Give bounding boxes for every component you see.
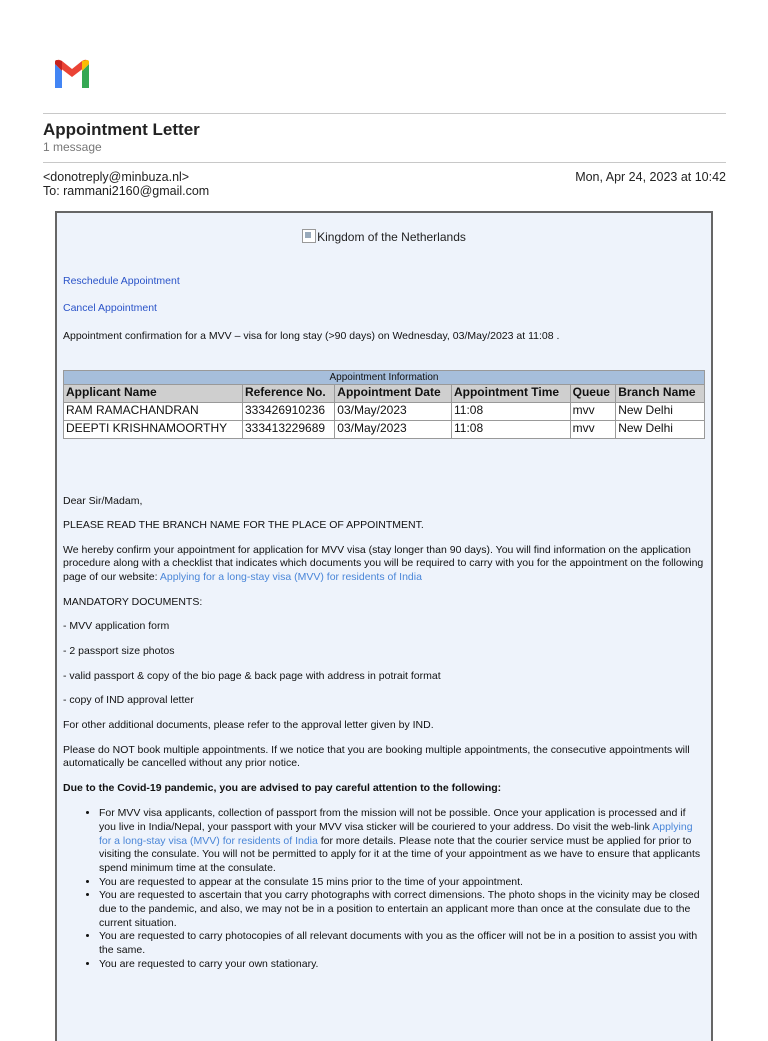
list-item: • You are requested to carry your own stationary. [99, 958, 705, 972]
col-header: Branch Name [616, 384, 705, 402]
top-divider [43, 113, 726, 114]
table-cell: 03/May/2023 [335, 402, 452, 420]
col-header: Applicant Name [64, 384, 243, 402]
document-item: - valid passport & copy of the bio page & back page with address in potrait format [63, 669, 441, 682]
document-item: - copy of IND approval letter [63, 694, 194, 707]
table-cell: New Delhi [616, 402, 705, 420]
message-count: 1 message [43, 140, 102, 154]
website-link[interactable]: Applying for a long-stay visa (MVV) for residents of India [159, 571, 422, 584]
document-item: - MVV application form [63, 620, 170, 633]
col-header: Queue [570, 384, 616, 402]
bullet-text: For MVV visa applicants, collection of passport from the mission will not be possible. Once your application is processed and if you live in India/Nepal, your passport with your MVV visa sticker will be couriered to your address. Do visit the web-link [99, 807, 686, 834]
col-header: Reference No. [242, 384, 334, 402]
broken-image-icon [302, 229, 316, 243]
gmail-logo-icon [52, 58, 92, 90]
table-caption: Appointment Information [64, 370, 705, 384]
bullet-text: for more details. Please note that the courier service must be applied for prior to visiting the consulate. You will not be permitted to apply for it at the time of your appointment as we have to ensure that applicants spend minimum time at the consulate. [99, 834, 701, 875]
cancel-appointment-link[interactable]: Cancel Appointment [63, 302, 157, 315]
confirmation-text: Appointment confirmation for a MVV – visa for long stay (>90 days) on Wednesday, 03/May/2023 at 11:08 . [63, 329, 560, 342]
mandatory-heading: MANDATORY DOCUMENTS: [63, 595, 203, 608]
recipient-address: To: rammani2160@gmail.com [43, 184, 210, 198]
table-row [64, 420, 705, 438]
table-cell: DEEPTI KRISHNAMOORTHY [64, 420, 243, 438]
email-date: Mon, Apr 24, 2023 at 10:42 [575, 170, 726, 184]
covid-heading: Due to the Covid-19 pandemic, you are advised to pay careful attention to the following: [63, 781, 502, 794]
appointment-table [63, 370, 705, 439]
sender-address: <donotreply@minbuza.nl> [43, 170, 190, 184]
table-cell: 333426910236 [242, 402, 334, 420]
header-divider [43, 162, 726, 163]
table-row [64, 402, 705, 420]
table-cell: 11:08 [451, 420, 570, 438]
table-cell: mvv [570, 420, 616, 438]
table-cell: 333413229689 [242, 420, 334, 438]
covid-list [63, 807, 705, 971]
reschedule-appointment-link[interactable]: Reschedule Appointment [63, 274, 180, 287]
email-subject: Appointment Letter [43, 120, 200, 139]
greeting: Dear Sir/Madam, [63, 494, 143, 507]
table-cell: New Delhi [616, 420, 705, 438]
list-item: • You are requested to carry photocopies of all relevant documents with you as the officer will not be in a position to assist you with the same. [99, 930, 705, 957]
confirmation-paragraph-text: We hereby confirm your appointment for application for MVV visa (stay longer than 90 days). You will find information on the application procedure along with a checklist that indicates which documents you will be required to carry with you for the appointment on the following page of our website: [63, 543, 704, 584]
list-item [99, 807, 705, 875]
email-body-frame [55, 211, 713, 1041]
header-image [63, 229, 705, 246]
table-cell: mvv [570, 402, 616, 420]
no-multiple-notice: Please do NOT book multiple appointments. If we notice that you are booking multiple appointments, the consecutive appointments will automatically be cancelled without any prior notice. [63, 743, 690, 770]
table-cell: 11:08 [451, 402, 570, 420]
mvv-info-link[interactable]: Applying for a long-stay visa (MVV) for residents of India [99, 821, 693, 847]
email-body [63, 213, 705, 971]
list-item: • You are requested to appear at the consulate 15 mins prior to the time of your appointment. [99, 876, 705, 890]
other-documents-note: For other additional documents, please refer to the approval letter given by IND. [63, 718, 434, 731]
document-item: - 2 passport size photos [63, 645, 175, 657]
header-image-alt: Kingdom of the Netherlands [317, 230, 466, 244]
table-header-row [64, 384, 705, 402]
list-item: • You are requested to ascertain that you carry photographs with correct dimensions. The photo shops in the vicinity may be closed due to the pandemic, and also, we may not be in a position to entertain an applicant more than once at the consulate due to the current situation. [99, 889, 705, 930]
col-header: Appointment Date [335, 384, 452, 402]
read-branch-notice: PLEASE READ THE BRANCH NAME FOR THE PLACE OF APPOINTMENT. [63, 519, 424, 532]
confirmation-paragraph [63, 544, 705, 585]
table-cell: RAM RAMACHANDRAN [64, 402, 243, 420]
table-cell: 03/May/2023 [335, 420, 452, 438]
col-header: Appointment Time [451, 384, 570, 402]
